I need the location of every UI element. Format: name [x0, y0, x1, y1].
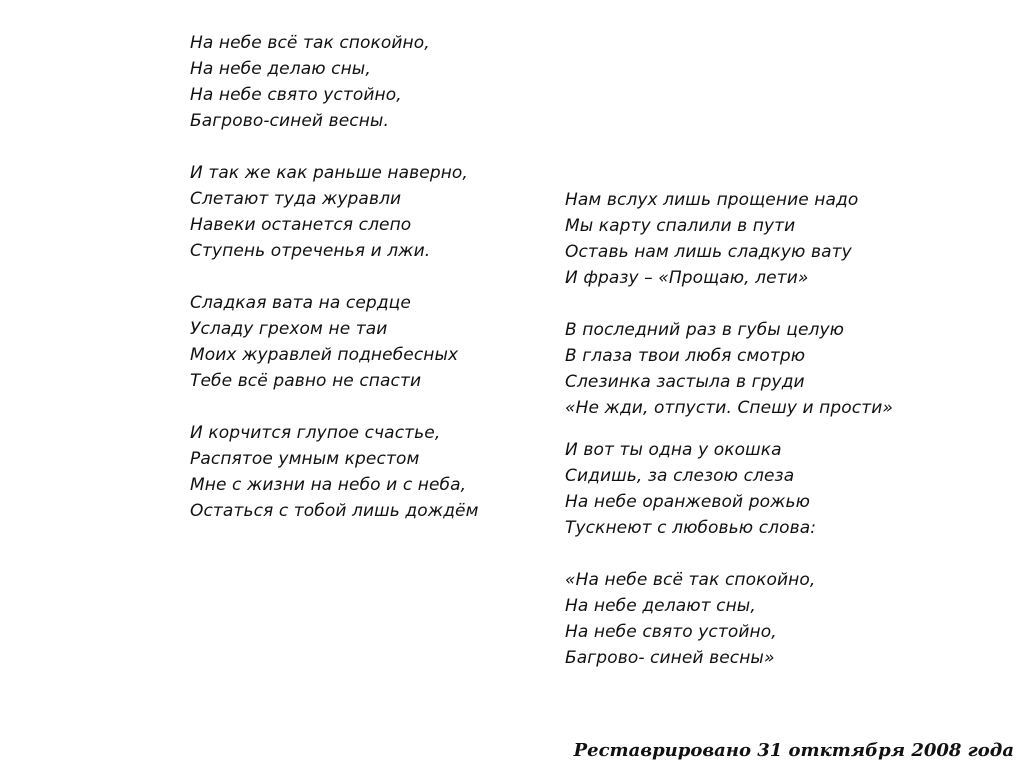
stanza-gap — [190, 394, 520, 420]
poem-line: Багрово- синей весны» — [565, 648, 775, 668]
poem-line: Сладкая вата на сердце — [190, 293, 411, 313]
stanza-1 — [190, 30, 520, 134]
restoration-note: Реставрировано 31 отктября 2008 года — [573, 740, 1014, 761]
poem-line: Сидишь, за слезою слеза — [565, 466, 795, 486]
stanza-6 — [565, 317, 935, 421]
poem-line: Моих журавлей поднебесных — [190, 345, 459, 365]
poem-line: И так же как раньше наверно, — [190, 163, 468, 183]
stanza-5 — [565, 187, 935, 291]
left-poem-column — [190, 30, 520, 524]
poem-line: Мне с жизни на небо и с неба, — [190, 475, 467, 495]
poem-line: В глаза твои любя смотрю — [565, 346, 806, 366]
poem-line: Слетают туда журавли — [190, 189, 402, 209]
right-poem-column — [565, 187, 935, 671]
poem-line: И корчится глупое счастье, — [190, 423, 441, 443]
stanza-gap — [190, 264, 520, 290]
stanza-gap — [190, 134, 520, 160]
poem-line: Усладу грехом не таи — [190, 319, 388, 339]
poem-line: На небе делают сны, — [565, 596, 756, 616]
poem-line: И фразу – «Прощаю, лети» — [565, 268, 809, 288]
stanza-gap — [565, 541, 935, 567]
stanza-gap — [565, 421, 935, 437]
poem-line: На небе свято устойно, — [190, 85, 402, 105]
poem-line: На небе делаю сны, — [190, 59, 371, 79]
poem-line: Тебе всё равно не спасти — [190, 371, 422, 391]
poem-line: Мы карту спалили в пути — [565, 216, 796, 236]
poem-line: Распятое умным крестом — [190, 449, 420, 469]
stanza-7 — [565, 437, 935, 541]
poem-line: Навеки останется слепо — [190, 215, 412, 235]
stanza-3 — [190, 290, 520, 394]
poem-line: Тускнеют с любовью слова: — [565, 518, 817, 538]
poem-line: Нам вслух лишь прощение надо — [565, 190, 859, 210]
poem-line: И вот ты одна у окошка — [565, 440, 782, 460]
poem-line: В последний раз в губы целую — [565, 320, 845, 340]
poem-line: Ступень отреченья и лжи. — [190, 241, 431, 261]
poem-line: Оставь нам лишь сладкую вату — [565, 242, 852, 262]
poem-line: На небе свято устойно, — [565, 622, 777, 642]
poem-line: Слезинка застыла в груди — [565, 372, 805, 392]
stanza-2 — [190, 160, 520, 264]
poem-line: Остаться с тобой лишь дождём — [190, 501, 479, 521]
poem-line: На небе оранжевой рожью — [565, 492, 811, 512]
poem-line: «Не жди, отпусти. Спешу и прости» — [565, 398, 893, 418]
stanza-4 — [190, 420, 520, 524]
poem-line: «На небе всё так спокойно, — [565, 570, 816, 590]
poem-line: На небе всё так спокойно, — [190, 33, 430, 53]
poem-line: Багрово-синей весны. — [190, 111, 389, 131]
stanza-gap — [565, 291, 935, 317]
stanza-8 — [565, 567, 935, 671]
